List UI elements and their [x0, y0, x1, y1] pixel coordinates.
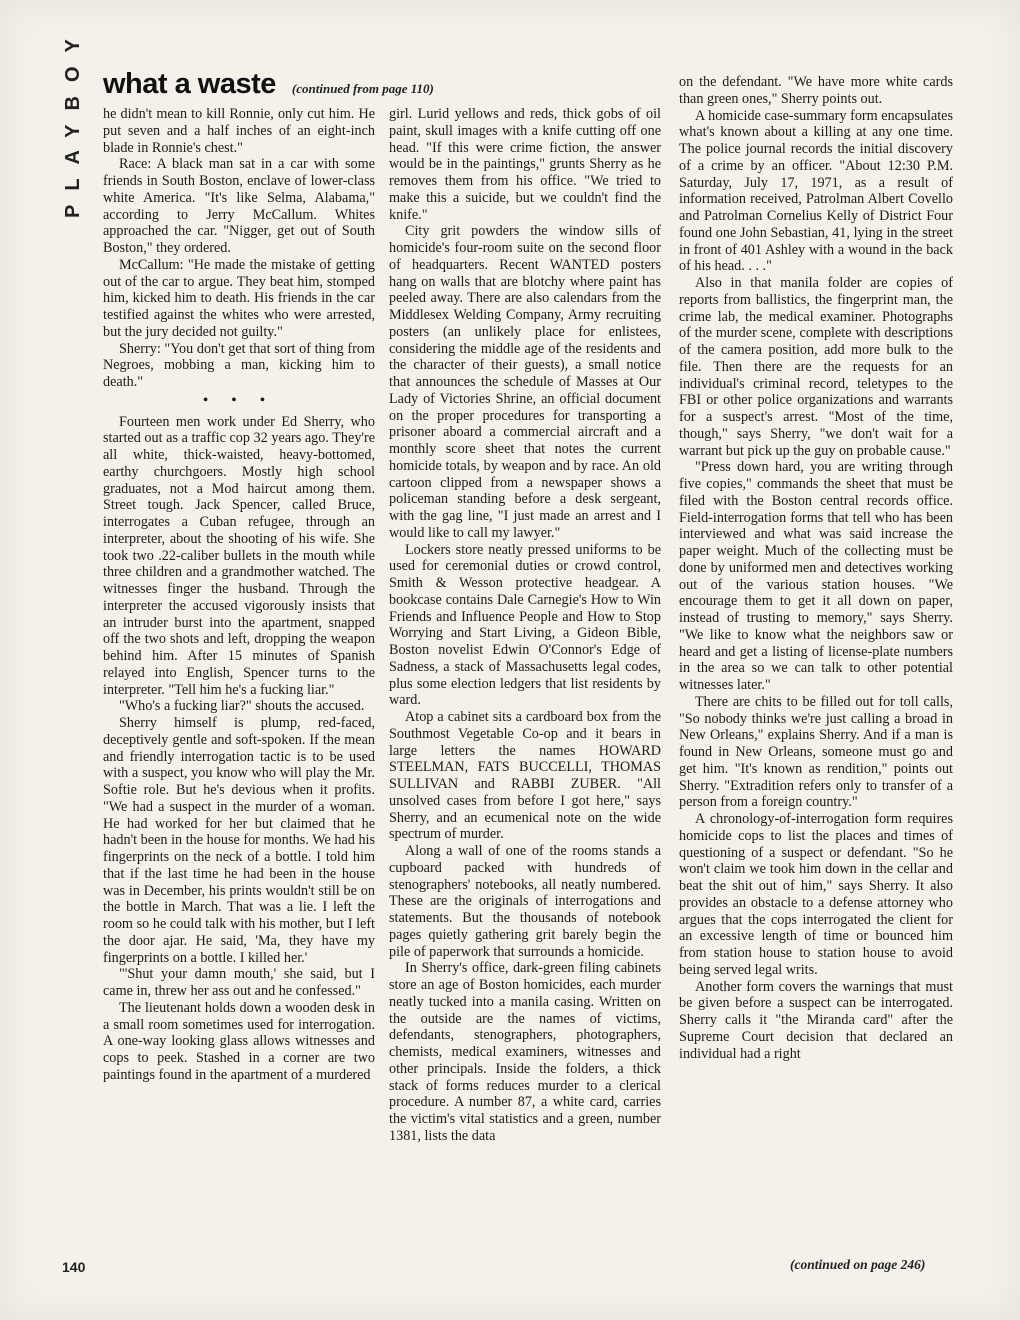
continued-on-note: (continued on page 246) [790, 1257, 926, 1272]
magazine-logo: PLAYBOY [62, 25, 84, 218]
section-divider: • • • [203, 392, 275, 408]
article-header [103, 68, 434, 104]
text-column-2 [389, 106, 661, 1145]
text-column-1 [103, 106, 375, 1084]
paragraph: on the defendant. "We have more white cards than green ones," Sherry points out. [679, 74, 953, 107]
paragraph: "Press down hard, you are writing through five copies," commands the sheet that must be filed with the Boston central records office. Field-interrogation forms that tell who has been interviewed and what was said increase the paper weight. Much of the collecting must be done by uniformed men and detectives working out of the various station houses. "We encourage them to get it all down on paper, instead of trusting to memory," says Sherry. "We like to know what the neighbors saw or heard and get a listing of license-plate numbers in the area so we can talk to other potential witnesses later." [679, 459, 953, 693]
paragraph: "Who's a fucking liar?" shouts the accused. [119, 698, 365, 715]
paragraph: Race: A black man sat in a car with some friends in South Boston, enclave of lower-class white America. "It's like Selma, Alabama," according to Jerry McCallum. Whites approached the car. "Nigger, get out of South Boston," they ordered. [103, 156, 375, 256]
paragraph: A homicide case-summary form encapsulates what's known about a killing at any one time. The police journal records the initial discovery of a crime by an officer. "About 12:30 P.M. Saturday, July 17, 1971, as a result of information received, Patrolman Albert Covello and Patrolman Cornelius Kelly of District Four found one John Sebastian, 41, lying in the street in front of 401 Ashley with a wound in the back of his head. . . ." [679, 107, 953, 275]
paragraph: Another form covers the warnings that must be given before a suspect can be interrogated. Sherry calls it "the Miranda card" after the Supreme Court decision that declared an individual had a right [679, 978, 953, 1062]
text-column-3 [679, 74, 953, 1062]
paragraph: City grit powders the window sills of homicide's four-room suite on the second floor of headquarters. Recent WANTED posters hang on walls that are blotchy where paint has peeled away. There are also calendars from the Middlesex Welding Company, Army recruiting posters (an unlikely place for enlistees, considering the middle age of the residents and the character of their guests), a small notice that announces the schedule of Masses at Our Lady of Victories Shrine, an official document on the proper procedures for transporting a prisoner aboard a commercial aircraft and a monthly score sheet that notes the current homicide totals, by weapon and by race. An old cartoon clipped from a newspaper shows a policeman standing before a desk sergeant, with the gag line, "I just made an arrest and I would like to call my lawyer." [389, 223, 661, 541]
paragraph: "'Shut your damn mouth,' she said, but I came in, threw her ass out and he confessed." [103, 966, 375, 999]
paragraph: Fourteen men work under Ed Sherry, who started out as a traffic cop 32 years ago. They're all white, thick-waisted, heavy-bottomed, earthy churchgoers. Mostly high school graduates, not a Mod haircut among them. Street tough. Jack Spencer, called Bruce, interrogates a Cuban refugee, through an interpreter, about the shooting of his wife. She took two .22-caliber bullets in the mouth while three children and a grandmother watched. The witnesses finger the husband. Through the interpreter the accused vigorously insists that an intruder burst into the apartment, snapped off the two shots and left, dropping the weapon behind him. After 15 minutes of Spanish relayed into English, Spencer turns to the interpreter. "Tell him he's a fucking liar." [103, 413, 375, 698]
article-title: what a waste [103, 68, 276, 100]
continued-from-note: (continued from page 110) [291, 81, 434, 96]
paragraph: Also in that manila folder are copies of reports from ballistics, the fingerprint man, the crime lab, the medical examiner. Photographs of the murder scene, complete with descriptions of the camera position, add more bulk to the file. Then there are the requests for an individual's criminal record, teletypes to the FBI or other police organizations and warrants for a suspect's arrest. "Most of the time, though," says Sherry, "we don't wait for a warrant but pick up the guy on probable cause." [679, 275, 953, 459]
paragraph: Along a wall of one of the rooms stands a cupboard packed with hundreds of stenographers' notebooks, all neatly numbered. These are the originals of interrogations and statements. But the thousands of notebook pages quietly gathering grit barely begin the pile of paperwork that surrounds a homicide. [389, 843, 661, 960]
paragraph: A chronology-of-interrogation form requires homicide cops to list the places and times of questioning of a suspect or defendant. "So he won't claim we took him down in the cellar and beat the shit out of him," says Sherry. It also provides an obstacle to a defense attorney who argues that the cops interrogated the client for an excessive length of time or bounced him from station house to station house to avoid being served legal writs. [679, 811, 953, 978]
page-number: 140 [62, 1259, 86, 1275]
paragraph: Sherry: "You don't get that sort of thing from Negroes, mobbing a man, kicking him to death." [103, 340, 375, 390]
paragraph: Sherry himself is plump, red-faced, deceptively gentle and soft-spoken. If the mean and friendly interrogation tactic is to be used with a suspect, you know who will play the Mr. Softie role. But he's devious when it profits. "We had a suspect in the murder of a woman. He had worked for her but claimed that he hadn't been in the house for months. We had his fingerprints on the neck of a bottle. I told him that if the last time he had been in the house was in December, his prints wouldn't still be on the bottle in March. That was a lie. I left the room so he could talk with his mother, but I left the door ajar. He said, 'Ma, they have my fingerprints on a bottle. I killed her.' [103, 715, 375, 966]
paragraph: Lockers store neatly pressed uniforms to be used for ceremonial duties or crowd control, Smith & Wesson protective headgear. A bookcase contains Dale Carnegie's How to Win Friends and Influence People and How to Stop Worrying and Start Living, a Gideon Bible, Boston novelist Edwin O'Connor's Edge of Sadness, a stack of Massachusetts legal codes, plus some election ledgers that list residents by ward. [389, 541, 661, 709]
paragraph: girl. Lurid yellows and reds, thick gobs of oil paint, skull images with a knife cutting off one head. "If this were crime fiction, the answer would be in the paintings," grunts Sherry as he removes them from his office. "We tried to make this a suicide, but we couldn't find the knife." [389, 106, 661, 223]
paragraph: he didn't mean to kill Ronnie, only cut him. He put seven and a half inches of an eight-inch blade in Ronnie's chest." [103, 106, 375, 156]
paragraph: The lieutenant holds down a wooden desk in a small room sometimes used for interrogation. A one-way looking glass allows witnesses and cops to peek. Stashed in a corner are two paintings found in the apartment of a murdered [103, 999, 375, 1083]
paragraph: Atop a cabinet sits a cardboard box from the Southmost Vegetable Co-op and it bears in large letters the names HOWARD STEELMAN, FATS BUCCELLI, THOMAS SULLIVAN and RABBI ZUBER. "All unsolved cases from before I got here," says Sherry, and an ecumenical note on the wide spectrum of murder. [389, 709, 661, 843]
paragraph: There are chits to be filled out for toll calls, "So nobody thinks we're just calling a broad in New Orleans," explains Sherry. And if a man is found in New Orleans, someone must go and get him. "It's known as rendition," points out Sherry. "Extradition refers only to transfer of a person from a foreign country." [679, 693, 953, 811]
paragraph: McCallum: "He made the mistake of getting out of the car to argue. They beat him, stomped him, kicked him to death. His friends in the car testified against the whites who were arrested, but the jury decided not guilty." [103, 256, 375, 340]
paragraph: In Sherry's office, dark-green filing cabinets store an age of Boston homicides, each murder neatly tucked into a manila casing. Written on the outside are the names of victims, defendants, stenographers, photographers, chemists, medical examiners, witnesses and other principals. Inside the folders, a thick stack of forms reduces murder to a clerical procedure. A number 87, a white card, carries the victim's vital statistics and a green, number 1381, lists the data [389, 960, 661, 1144]
